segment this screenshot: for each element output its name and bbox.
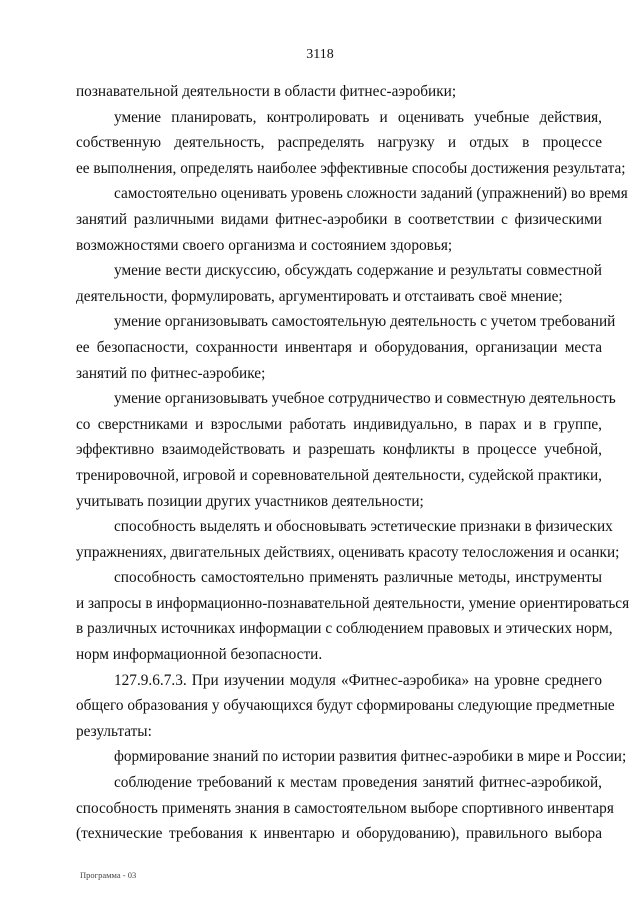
paragraph-line: ее выполнения, определять наиболее эффективные способы достижения результата; [76, 159, 626, 177]
paragraph-line: умение планировать, контролировать и оценивать учебные действия, [114, 108, 602, 126]
paragraph-line: эффективно взаимодействовать и разрешать конфликты в процессе учебной, [76, 441, 602, 459]
paragraph-line: 127.9.6.7.3. При изучении модуля «Фитнес-аэробика» на уровне среднего [114, 671, 602, 689]
paragraph-line: возможностями своего организма и состоянием здоровья; [76, 236, 453, 254]
paragraph-line: (технические требования к инвентарю и оборудованию), правильного выбора [76, 825, 602, 843]
paragraph-self-assessment [76, 181, 628, 258]
paragraph-information-skills [76, 565, 630, 667]
paragraph-history-knowledge [76, 744, 627, 770]
paragraph-line: тренировочной, игровой и соревновательной деятельности, судейской практики, [76, 466, 602, 484]
paragraph-cooperation [76, 386, 616, 514]
paragraph-line: способность выделять и обосновывать эстетические признаки в физических [114, 518, 613, 536]
paragraph-line: со сверстниками и взрослыми работать индивидуально, в парах и в группе, [76, 415, 602, 433]
paragraph-section-127-9-6-7-3 [76, 668, 615, 745]
paragraph-line: умение организовывать учебное сотрудничество и совместную деятельность [114, 390, 616, 408]
document-body [76, 79, 630, 847]
footer-label: Программа - 03 [80, 870, 137, 880]
paragraph-line: ее безопасности, сохранности инвентаря и оборудования, организации места [76, 338, 602, 356]
paragraph-discussion [76, 258, 602, 309]
paragraph-independent-activity [76, 309, 616, 386]
paragraph-line: учитывать позиции других участников деятельности; [76, 492, 424, 510]
page-number: 3118 [306, 47, 334, 62]
paragraph-line: норм информационной безопасности. [76, 646, 323, 664]
paragraph-line: самостоятельно оценивать уровень сложности заданий (упражнений) во время [114, 185, 628, 203]
paragraph-line: результаты: [76, 722, 152, 740]
paragraph-line: в различных источниках информации с соблюдением правовых и этических норм, [76, 620, 613, 638]
paragraph-line: познавательной деятельности в области фитнес-аэробики; [76, 83, 457, 100]
paragraph-requirements [76, 770, 614, 847]
paragraph-line: собственную деятельность, распределять нагрузку и отдых в процессе [76, 134, 602, 152]
paragraph-line: деятельности, формулировать, аргументировать и отстаивать своё мнение; [76, 287, 563, 305]
paragraph-line: соблюдение требований к местам проведения занятий фитнес-аэробикой, [114, 774, 602, 792]
paragraph-line: и запросы в информационно-познавательной деятельности, умение ориентироваться [76, 594, 630, 612]
paragraph-line: умение организовывать самостоятельную деятельность с учетом требований [114, 313, 616, 331]
paragraph-planning-skills [76, 105, 626, 182]
paragraph-line: умение вести дискуссию, обсуждать содержание и результаты совместной [114, 262, 602, 280]
paragraph-aesthetics [76, 514, 620, 565]
paragraph-line: общего образования у обучающихся будут сформированы следующие предметные [76, 697, 615, 715]
paragraph-line: занятий различными видами фитнес-аэробики в соответствии с физическими [76, 210, 602, 228]
paragraph-line: формирование знаний по истории развития фитнес-аэробики в мире и России; [114, 748, 627, 766]
paragraph-line: способность применять знания в самостоятельном выборе спортивного инвентаря [76, 799, 614, 817]
paragraph-cognitive-activity [76, 79, 602, 105]
paragraph-line: способность самостоятельно применять различные методы, инструменты [114, 569, 602, 587]
paragraph-line: занятий по фитнес-аэробике; [76, 364, 266, 382]
paragraph-line: упражнениях, двигательных действиях, оценивать красоту телосложения и осанки; [76, 543, 620, 561]
